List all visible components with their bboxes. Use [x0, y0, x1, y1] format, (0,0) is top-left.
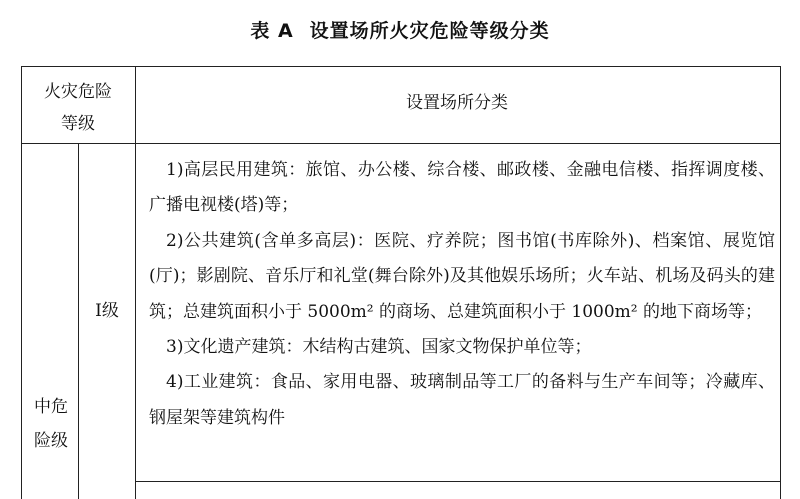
table-right-border [780, 66, 781, 499]
header-category-cell: 设置场所分类 [406, 93, 508, 113]
level-cell: Ⅰ级 [95, 301, 119, 321]
grade-name-cell [22, 390, 80, 458]
category-paragraph: 4)工业建筑：食品、家用电器、玻璃制品等工厂的备料与生产车间等；冷藏库、钢屋架等建筑构件 [149, 372, 775, 428]
header-grade-line1: 火灾危险 [44, 82, 112, 102]
table-title [0, 16, 800, 43]
row-bottom-border [136, 481, 781, 482]
table-title-text: 设置场所火灾危险等级分类 [309, 20, 550, 42]
category-content-cell [149, 153, 775, 436]
header-grade-cell [22, 76, 134, 140]
header-grade-line2: 等级 [61, 114, 95, 134]
grade-name-line2: 险级 [34, 431, 68, 451]
category-paragraph: 3)文化遗产建筑：木结构古建筑、国家文物保护单位等； [166, 337, 592, 358]
category-paragraph: 2)公共建筑(含单多高层)：医院、疗养院；图书馆(书库除外)、档案馆、展览馆(厅)；影剧院、音乐厅和礼堂(舞台除外)及其他娱乐场所；火车站、机场及码头的建筑；总建筑面积小于 5000m² 的商场、总建筑面积小于 1000m² 的地下商场等； [149, 230, 775, 322]
grade-column-divider [135, 66, 136, 499]
grade-name-line1: 中危 [34, 397, 68, 417]
table-title-code: 表 A [250, 20, 294, 42]
category-paragraph: 1)高层民用建筑：旅馆、办公楼、综合楼、邮政楼、金融电信楼、指挥调度楼、广播电视楼(塔)等； [149, 160, 775, 216]
